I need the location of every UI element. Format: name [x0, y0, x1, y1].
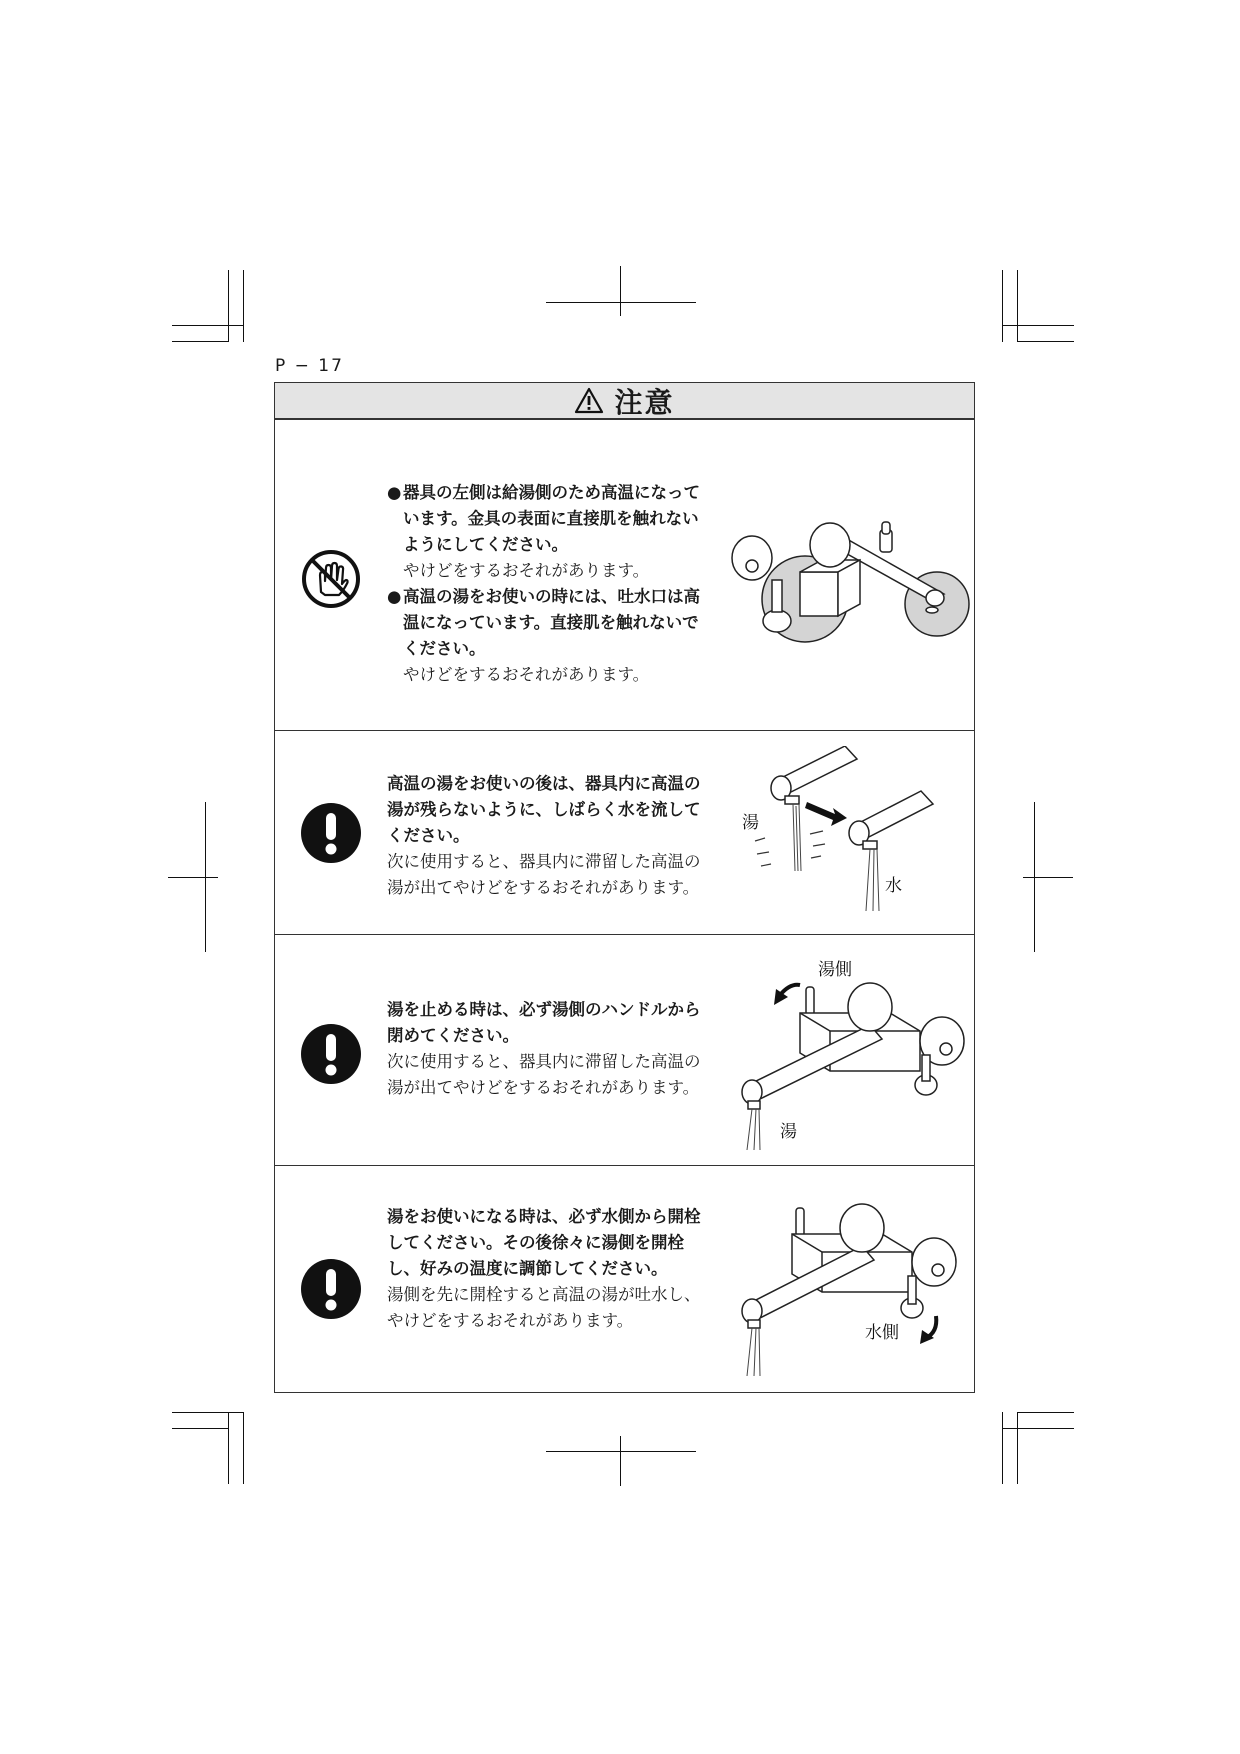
warning-text: 高温の湯をお使いの後は、器具内に高温の湯が残らないように、しばらく水を流してください。: [387, 774, 701, 845]
no-touch-hand-icon: [300, 548, 362, 610]
warning-text: 器具の左側は給湯側のため高温になっています。金具の表面に直接肌を触れないようにしてください。: [403, 483, 700, 554]
cold-water-label: 水: [885, 876, 902, 896]
note-text: 湯側を先に開栓すると高温の湯が吐水し、やけどをするおそれがあります。: [387, 1285, 701, 1330]
note-text: 次に使用すると、器具内に滞留した高温の湯が出てやけどをするおそれがあります。: [387, 852, 701, 897]
section-open-cold-first: [275, 1165, 974, 1394]
list-item: ● 高温の湯をお使いの時には、吐水口は高温になっています。直接肌を触れないでください。 やけどをするおそれがあります。: [387, 584, 712, 688]
caution-title: 注意: [614, 385, 675, 419]
mandatory-exclamation-icon: [300, 1023, 362, 1085]
caution-header: [275, 383, 974, 419]
section-3-text: [387, 997, 712, 1101]
warning-text: 湯をお使いになる時は、必ず水側から開栓してください。その後徐々に湯側を開栓し、好みの温度に調節してください。: [387, 1207, 701, 1278]
page-number: P − 17: [275, 356, 344, 376]
hot-water-label: 湯: [742, 813, 759, 833]
caution-frame: [274, 382, 975, 1393]
open-cold-side-illustration: [730, 1186, 970, 1386]
section-close-hot-first: [275, 934, 974, 1165]
hot-side-label: 湯側: [818, 960, 852, 980]
list-item: ● 器具の左側は給湯側のため高温になっています。金具の表面に直接肌を触れないようにしてください。 やけどをするおそれがあります。: [387, 480, 712, 584]
faucet-hot-surface-illustration: [730, 500, 970, 655]
note-text: やけどをするおそれがあります。: [403, 561, 650, 580]
warning-triangle-icon: [574, 387, 604, 414]
section-1-text: [387, 480, 712, 688]
hot-water-label: 湯: [780, 1122, 797, 1142]
mandatory-exclamation-icon: [300, 1258, 362, 1320]
section-hot-surface: [275, 419, 974, 730]
mandatory-exclamation-icon: [300, 802, 362, 864]
section-4-text: [387, 1204, 712, 1334]
note-text: 次に使用すると、器具内に滞留した高温の湯が出てやけどをするおそれがあります。: [387, 1052, 701, 1097]
warning-text: 湯を止める時は、必ず湯側のハンドルから閉めてください。: [387, 1000, 701, 1045]
flush-water-illustration: [735, 746, 955, 926]
section-2-text: [387, 771, 712, 901]
warning-text: 高温の湯をお使いの時には、吐水口は高温になっています。直接肌を触れないでください。: [403, 587, 700, 658]
cold-side-label: 水側: [865, 1323, 899, 1343]
section-flush-water: [275, 730, 974, 934]
note-text: やけどをするおそれがあります。: [403, 665, 650, 684]
close-hot-side-illustration: [730, 945, 970, 1155]
